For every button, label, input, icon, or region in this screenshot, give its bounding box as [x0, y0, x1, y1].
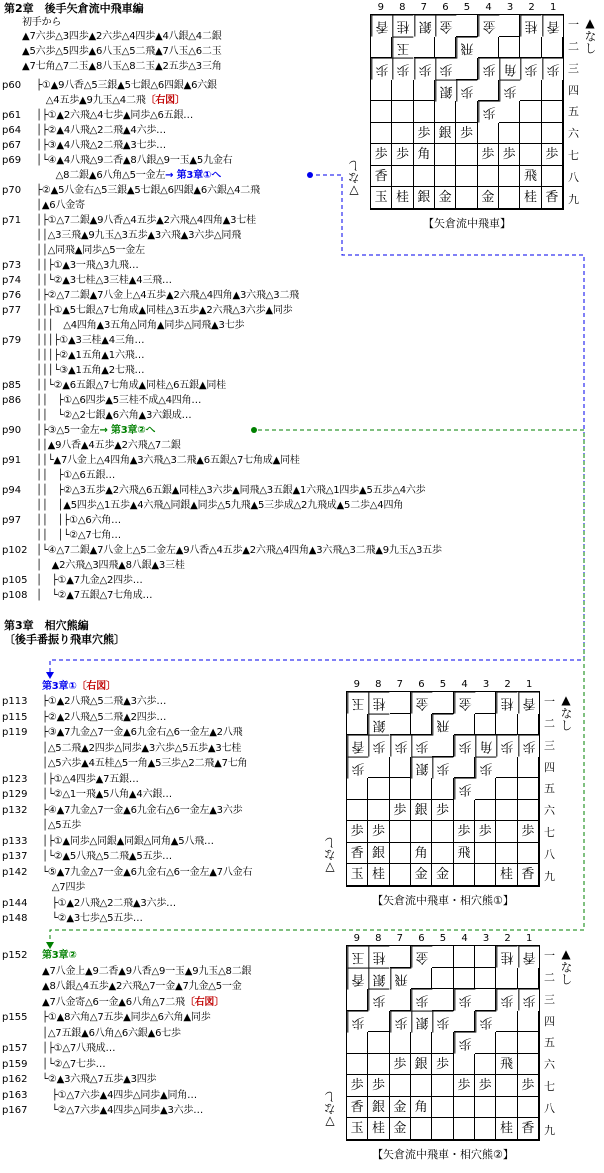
page-ref: p76	[2, 290, 22, 301]
board-square: 歩	[478, 58, 499, 80]
board-square: 桂	[368, 946, 389, 968]
board-square: 銀	[411, 757, 432, 779]
board-square: 歩	[347, 821, 368, 843]
row-number: 三	[544, 738, 555, 752]
board-square: 金	[411, 946, 432, 968]
board-square: 歩	[454, 821, 475, 843]
board-square: 歩	[518, 735, 539, 757]
move-text: └②▲3六飛△7五歩▲3四歩	[42, 1074, 157, 1085]
board-square: 香	[518, 692, 539, 714]
board-square: 飛	[390, 968, 411, 990]
link-line-ch3-2	[50, 430, 584, 946]
row-number: 一	[544, 695, 555, 709]
board-square: 桂	[520, 187, 541, 209]
opening-moves-1: ▲7六歩△3四歩▲2六歩△4四歩▲4八銀△4二銀	[22, 31, 222, 42]
gote-hand: ▽なし	[323, 837, 337, 875]
column-number: 5	[439, 933, 447, 944]
link-arrow-ch3-1	[46, 672, 54, 679]
board-square: 玉	[347, 1118, 368, 1140]
board-square: 歩	[518, 1075, 539, 1097]
page-ref: p71	[2, 215, 22, 226]
page-ref: p144	[2, 897, 28, 909]
row-number: 二	[544, 971, 555, 985]
column-number: 8	[399, 2, 406, 13]
move-text: ├②▲2八飛△5二飛▲2四歩…	[42, 711, 167, 723]
board-square: 歩	[520, 58, 541, 80]
board-square: 歩	[478, 101, 499, 123]
move-text: ││ │▲5四歩△1五歩▲4六飛△同銀▲同歩△5九飛▲5三歩成△2九飛成▲5二歩△4四角	[36, 500, 404, 511]
move-text: ││ ├①△6五銀…	[36, 470, 116, 481]
board-square: 歩	[368, 821, 389, 843]
row-number: 七	[568, 148, 579, 162]
row-number: 九	[544, 869, 555, 883]
page-ref: p102	[2, 545, 28, 556]
board-square: 桂	[496, 1118, 517, 1140]
board-square: 香	[542, 187, 563, 209]
page-ref: p70	[2, 185, 22, 196]
board-square: 歩	[475, 1075, 496, 1097]
board-square: 歩	[347, 757, 368, 779]
sente-hand: ▲なし	[559, 947, 573, 985]
page-ref: p148	[2, 913, 28, 924]
row-number: 九	[544, 1123, 555, 1137]
link-chapter3-1[interactable]: → 第3章①へ	[165, 170, 222, 181]
board-square: 銀	[368, 843, 389, 865]
move-text: ├①▲2八飛△5二飛▲3六歩…	[42, 696, 167, 707]
move-text: ├②▲5八金右△5三銀▲5七銀△6四銀▲6六銀△4二飛	[36, 185, 260, 196]
page-ref: p64	[2, 125, 22, 136]
page-ref: p90	[2, 425, 22, 436]
page-ref: p133	[2, 835, 28, 847]
move-text: ││ │└②△7七角…	[36, 530, 121, 541]
board-square: 銀	[368, 1097, 389, 1119]
board-square: 歩	[432, 1011, 453, 1033]
row-number: 一	[544, 949, 555, 963]
board-square: 桂	[392, 187, 413, 209]
page-ref: p67	[2, 140, 22, 151]
move-text: │ ▲2六飛△3四飛▲8八銀▲3三桂	[36, 560, 185, 571]
page-ref: p142	[2, 866, 28, 878]
move-text: △4五歩▲9九玉△4二飛	[36, 95, 146, 106]
gote-hand: ▽なし	[347, 160, 361, 198]
board-square: 香	[518, 864, 539, 886]
page-ref: p85	[2, 380, 22, 391]
board-square: 歩	[496, 989, 517, 1011]
column-number: 5	[463, 2, 471, 13]
start-label: 初手から	[22, 17, 62, 28]
move-text: │└④▲4八飛△9二香▲8八銀△9一玉▲5九金右	[36, 155, 233, 166]
board-square: 銀	[411, 800, 432, 822]
move-text: │ └②▲7五銀△7七角成…	[36, 590, 153, 601]
page-ref: p155	[2, 1012, 28, 1023]
column-number: 1	[525, 933, 533, 944]
board-square: 金	[454, 692, 475, 714]
move-text: │││├②▲1五角▲1六飛…	[36, 350, 145, 361]
board-square: 角	[411, 1097, 432, 1119]
board-square: 角	[411, 843, 432, 865]
move-text: ││├①▲5七銀△7七角成▲同桂△3五歩▲2六飛△3六歩▲同歩	[36, 305, 293, 316]
move-text: │││├①▲3三桂▲4三角…	[36, 335, 145, 346]
page-ref: p152	[2, 950, 28, 961]
board-caption: 【矢倉流中飛車・相穴熊①】	[372, 894, 514, 907]
board-square: 香	[542, 15, 563, 37]
board-square: 銀	[414, 15, 435, 37]
board-square: 香	[347, 843, 368, 865]
move-text: ││△3三飛▲9九玉△3五歩▲3六飛▲3六歩△同飛	[36, 230, 241, 241]
board-square: 歩	[392, 58, 413, 80]
board-square: 銀	[435, 80, 456, 102]
board-square: 歩	[496, 735, 517, 757]
board-square: 金	[390, 1097, 411, 1119]
column-number: 6	[442, 2, 449, 13]
row-number: 六	[568, 127, 579, 141]
column-number: 2	[504, 933, 511, 944]
column-number: 3	[482, 933, 490, 944]
column-number: 3	[482, 679, 490, 690]
column-number: 3	[506, 2, 514, 13]
board-square: 歩	[454, 778, 475, 800]
board-square: 歩	[478, 144, 499, 166]
board-square: 歩	[347, 1075, 368, 1097]
move-text: │△7五銀▲6八角△6六銀▲6七歩	[42, 1027, 181, 1039]
page-ref: p86	[2, 395, 22, 406]
board-square: 歩	[432, 800, 453, 822]
opening-moves-2: ▲5六歩△5四歩▲6八玉△5二飛▲7八玉△6二玉	[22, 46, 222, 57]
column-number: 2	[504, 679, 511, 690]
move-text: ││ └②△2七銀▲6六角▲3六銀成…	[36, 410, 192, 421]
column-number: 9	[377, 2, 384, 13]
board-square: 歩	[371, 144, 392, 166]
move-text: ││△同飛▲同歩△5一金左	[36, 245, 145, 256]
board-square: 歩	[542, 144, 563, 166]
row-number: 五	[568, 105, 579, 119]
row-number: 八	[544, 1101, 555, 1115]
row-number: 八	[544, 847, 555, 861]
board-square: 歩	[390, 1054, 411, 1076]
chapter3-subheading: 〔後手番振り飛車穴熊〕	[4, 633, 125, 646]
board-square: 香	[371, 15, 392, 37]
page-ref: p163	[2, 1089, 28, 1101]
board-square: 角	[414, 144, 435, 166]
board-square: 香	[347, 968, 368, 990]
link-chapter3-2[interactable]: → 第3章②へ	[99, 425, 156, 436]
board-square: 銀	[411, 1011, 432, 1033]
board-square: 歩	[454, 1032, 475, 1054]
move-text: │└②△1一飛▲5八角▲4六銀…	[42, 789, 172, 800]
row-number: 九	[568, 192, 579, 206]
board-square: 金	[478, 15, 499, 37]
board-square: 香	[518, 946, 539, 968]
move-text: △7四歩	[42, 882, 86, 893]
row-number: 四	[568, 83, 579, 97]
page-ref: p113	[2, 696, 28, 707]
chapter3-heading: 第3章 相穴熊編	[4, 619, 89, 632]
board-square: 歩	[475, 757, 496, 779]
move-text: └②▲3七歩△5五歩…	[42, 913, 143, 924]
move-text: │├②△7二銀▲7八金上△4五歩▲2六飛△4四角▲3六飛△3二飛	[36, 290, 299, 301]
column-number: 9	[353, 933, 360, 944]
board-caption: 【矢倉流中飛車】	[423, 217, 511, 230]
board-square: 桂	[368, 692, 389, 714]
column-number: 6	[418, 933, 425, 944]
board-square: 歩	[499, 80, 520, 102]
board-square: 歩	[454, 989, 475, 1011]
move-text: └⑤▲7九金△7一金▲6九金右△6一金左▲7八金右	[42, 866, 253, 878]
link-arrow-ch3-2	[46, 942, 54, 949]
page-ref: p157	[2, 1043, 28, 1054]
board-square: 桂	[496, 946, 517, 968]
board-square: 歩	[411, 989, 432, 1011]
row-number: 四	[544, 1014, 555, 1028]
board-square: 角	[475, 735, 496, 757]
page-ref: p74	[2, 275, 22, 286]
board-square: 歩	[499, 144, 520, 166]
page-ref: p69	[2, 155, 22, 166]
column-number: 7	[396, 933, 404, 944]
page-ref: p97	[2, 515, 22, 526]
move-text: │├②▲4八飛△2二飛▲4六歩…	[36, 125, 166, 136]
board-square: 飛	[496, 1054, 517, 1076]
move-text: │△5二飛▲2四歩△同歩▲3六歩△5五歩▲3七桂	[42, 742, 242, 754]
board-square: 金	[390, 1118, 411, 1140]
board-square: 銀	[435, 123, 456, 145]
board-square: 桂	[368, 1118, 389, 1140]
board-square: 玉	[371, 187, 392, 209]
row-number: 三	[544, 992, 555, 1006]
column-number: 4	[461, 933, 468, 944]
board-square: 香	[371, 166, 392, 188]
column-number: 8	[375, 679, 382, 690]
board-square: 角	[499, 58, 520, 80]
chapter3-1-tag: 〔右図〕	[76, 681, 116, 692]
chapter3-1-title: 第3章①	[42, 681, 77, 692]
board-square: 歩	[518, 989, 539, 1011]
board-square: 歩	[368, 989, 389, 1011]
page-ref: p167	[2, 1105, 28, 1116]
row-number: 七	[544, 1079, 555, 1093]
page-ref: p132	[2, 804, 28, 816]
board-square: 歩	[390, 735, 411, 757]
link-line-ch3-1	[50, 175, 584, 676]
move-text: ││└②▲3七桂△3三桂▲4三飛…	[36, 275, 172, 286]
board-square: 歩	[390, 1011, 411, 1033]
board-square: 桂	[392, 15, 413, 37]
board-square: 飛	[454, 843, 475, 865]
board-square: 歩	[371, 58, 392, 80]
column-number: 5	[439, 679, 447, 690]
board-square: 歩	[432, 1054, 453, 1076]
gote-hand: ▽なし	[323, 1091, 337, 1129]
move-text: ▲7八金寄△6一金▲6八角△7二飛	[42, 996, 185, 1008]
board-square: 歩	[475, 821, 496, 843]
board-square: 歩	[392, 144, 413, 166]
page-ref: p162	[2, 1074, 28, 1085]
row-number: 二	[544, 717, 555, 731]
board-square: 桂	[520, 15, 541, 37]
move-text: ││ ├②△3五歩▲2六飛△6五銀▲同桂△3六歩▲同飛△3五銀▲1六飛△1四歩▲5五歩△4六歩	[36, 485, 426, 496]
board-square: 飛	[520, 166, 541, 188]
column-number: 7	[420, 2, 428, 13]
page-ref: p108	[2, 590, 28, 601]
see-diagram-tag: 〔右図〕	[145, 95, 185, 106]
board-square: 金	[478, 187, 499, 209]
column-number: 1	[525, 679, 533, 690]
move-text: ├③▲7九金△7一金▲6九金右△6一金左▲2八飛	[42, 727, 243, 738]
row-number: 六	[544, 804, 555, 818]
board-square: 金	[435, 187, 456, 209]
board-square: 香	[518, 1118, 539, 1140]
move-text: ││▲9八香▲4五歩▲2六飛△7二銀	[36, 440, 181, 451]
row-number: 五	[544, 1036, 555, 1050]
board-square: 歩	[432, 757, 453, 779]
page-ref: p79	[2, 335, 22, 346]
move-text: ├①▲9八香△5三銀▲5七銀△6四銀▲6六銀	[36, 80, 217, 91]
opening-moves-3: ▲7七角△7二玉▲8八玉△8二玉▲2五歩△3三角	[22, 61, 222, 72]
move-text: │△5六歩▲4五桂△5一角▲5三歩△2二飛▲7七角	[42, 758, 248, 769]
page-ref: p105	[2, 575, 28, 586]
row-number: 三	[568, 61, 579, 75]
column-number: 4	[485, 2, 492, 13]
column-number: 2	[528, 2, 535, 13]
page-ref: p129	[2, 789, 28, 800]
page-ref: p159	[2, 1058, 28, 1070]
board-square: 銀	[411, 1054, 432, 1076]
move-text: │├③△5一金左	[36, 425, 100, 436]
sente-hand: ▲なし	[583, 16, 597, 54]
board-square: 歩	[390, 800, 411, 822]
board-square: 歩	[414, 123, 435, 145]
chapter2-heading: 第2章 後手矢倉流中飛車編	[4, 2, 144, 15]
row-number: 七	[544, 825, 555, 839]
column-number: 1	[549, 2, 557, 13]
board-square: 銀	[368, 714, 389, 736]
row-number: 一	[568, 18, 579, 32]
row-number: 四	[544, 760, 555, 774]
board-square: 玉	[347, 692, 368, 714]
move-text: │├①△4四歩▲7五銀…	[42, 773, 139, 785]
board-square: 歩	[454, 735, 475, 757]
board-square: 飛	[456, 37, 477, 59]
board-square: 飛	[432, 714, 453, 736]
column-number: 8	[375, 933, 382, 944]
board-square: 玉	[347, 864, 368, 886]
board-square: 歩	[368, 1075, 389, 1097]
move-text: ││ ├①△6四歩▲5三桂不成△4四角…	[36, 395, 202, 406]
move-text: │ ├①▲7九金△2四歩…	[36, 575, 143, 586]
page-ref: p119	[2, 727, 28, 738]
move-text: ││ │├①△6六角…	[36, 515, 121, 526]
page-ref: p115	[2, 711, 28, 723]
board-square: 玉	[347, 946, 368, 968]
board-square: 金	[432, 864, 453, 886]
page-ref: p94	[2, 485, 22, 496]
move-text: │├①△7二銀▲9八香△4五歩▲2六飛△4四角▲3七桂	[36, 215, 256, 226]
board-square: 歩	[456, 123, 477, 145]
page-ref: p123	[2, 773, 28, 785]
move-text: │││ △4四角▲3五角△同角▲同歩△同飛▲3七歩	[36, 320, 245, 331]
row-number: 五	[544, 782, 555, 796]
page-ref: p77	[2, 305, 22, 316]
board-square: 金	[411, 692, 432, 714]
chapter3-2-title: 第3章②	[42, 950, 77, 961]
sente-hand: ▲なし	[559, 693, 573, 731]
move-text: ├④▲7九金△7一金▲6九金右△6一金左▲3六歩	[42, 804, 243, 816]
board-caption: 【矢倉流中飛車・相穴熊②】	[372, 1148, 514, 1161]
board-square: 玉	[392, 37, 413, 59]
board-square: 桂	[496, 692, 517, 714]
board-square: 歩	[414, 58, 435, 80]
move-text: │├①▲同歩△同銀▲同銀△同角▲5八飛…	[42, 835, 214, 847]
board-square: 歩	[454, 1075, 475, 1097]
row-number: 二	[568, 40, 579, 54]
column-number: 6	[418, 679, 425, 690]
board-square: 桂	[368, 864, 389, 886]
see-diagram-tag: 〔右図〕	[184, 996, 225, 1008]
page-ref: p60	[2, 80, 22, 91]
board-square: 歩	[475, 1011, 496, 1033]
board-square: 歩	[411, 735, 432, 757]
board-square: 歩	[435, 58, 456, 80]
board-square: 銀	[414, 187, 435, 209]
move-text: ├①▲8六角△7五歩▲同歩△6六角▲同歩	[42, 1012, 211, 1023]
link-dot-ch3-1	[307, 172, 313, 178]
move-text: │├③▲4八飛△2二飛▲3七歩…	[36, 140, 166, 151]
move-text: │├①▲2六飛△4七歩▲同歩△6五銀…	[36, 110, 194, 121]
row-number: 八	[568, 170, 579, 184]
move-text: ││├①▲3一飛△3九飛…	[36, 260, 139, 271]
move-text: │├①△7八飛成…	[42, 1043, 116, 1054]
board-square: 金	[435, 15, 456, 37]
move-text: ├①▲2八飛△2二飛▲3六歩…	[42, 897, 176, 909]
link-dot-ch3-2	[251, 427, 257, 433]
board-square: 金	[411, 864, 432, 886]
move-text: ▲8八銀△4五歩▲2六飛△7一金▲7九金△5一金	[42, 981, 242, 992]
move-text: │└④△7二銀▲7八金上△5二金左▲9八香△4五歩▲2六飛△4四角▲3六飛△3二飛▲9九玉△3五歩	[36, 545, 442, 556]
board-square: 桂	[496, 864, 517, 886]
board-square: 歩	[456, 80, 477, 102]
move-text: │△5五歩	[42, 820, 82, 831]
page-ref: p61	[2, 110, 22, 121]
page-ref: p73	[2, 260, 22, 271]
move-text: ││└②▲6五銀△7七角成▲同桂△6五銀▲同桂	[36, 380, 226, 391]
column-number: 4	[461, 679, 468, 690]
board-square: 歩	[368, 735, 389, 757]
column-number: 9	[353, 679, 360, 690]
board-square: 歩	[347, 1011, 368, 1033]
page-ref: p91	[2, 455, 22, 466]
move-text: │└②△7七歩…	[42, 1058, 106, 1070]
move-text: ││└▲7八金上△4四角▲3六飛△3二飛▲6五銀△7七角成▲同桂	[36, 455, 300, 466]
move-text: ├①△7六歩▲4四歩△同歩▲同角…	[42, 1089, 197, 1101]
board-square: 銀	[368, 968, 389, 990]
move-text: │▲6八金寄	[36, 200, 85, 211]
page-ref: p137	[2, 851, 28, 862]
move-text: │││└③▲1五角▲2七飛…	[36, 365, 145, 376]
move-text: └②△7六歩▲4四歩△同歩▲3六歩…	[42, 1105, 204, 1116]
move-text: ▲7八金上▲9二香▲9八香△9一玉▲9九玉△8二銀	[42, 965, 252, 977]
board-square: 香	[347, 735, 368, 757]
board-square: 香	[347, 1097, 368, 1119]
move-text: │└②▲5八飛△5二飛▲5五歩…	[42, 851, 172, 862]
column-number: 7	[396, 679, 404, 690]
row-number: 六	[544, 1058, 555, 1072]
board-square: 歩	[518, 821, 539, 843]
board-square: 歩	[542, 58, 563, 80]
move-text: △8二銀▲6八角△5一金左	[36, 170, 166, 181]
